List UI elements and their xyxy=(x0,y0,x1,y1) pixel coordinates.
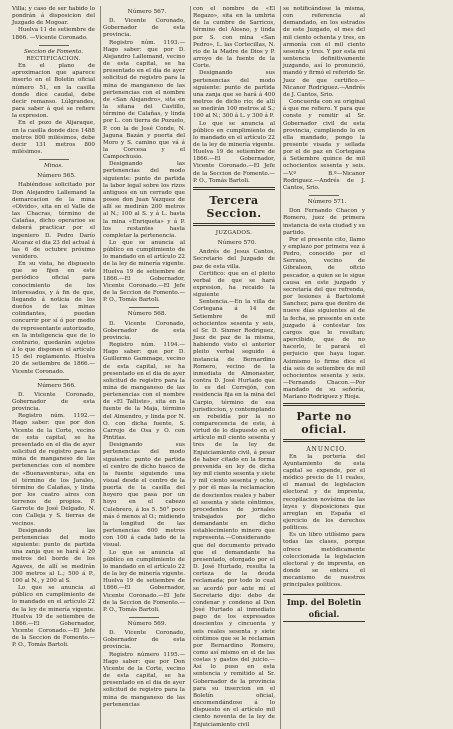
paragraph: Sentencia.—En la villa de Cortegana á 14 de Setiembre de mil ochocientos sesenta y seis, el Sr. D. Sixmer Rodriguez, Juez de paz de la misma, habiendo visto el anterior pleito verbal seguido á instancia de Bernardino Romero, vecino de la inmediata de Almonaster, contra D. José Hurtado que lo es del Cerrejón, con residencia fija en la mina del Carpio, término de esa jurisdiccion, y contemplando en rebeldía por la no comparecencia de este, á virtud de lo dispuesto en el artículo mil ciento sesenta y tres de la ley de Enjuiciamiento civil, á pesar de haber citado en la forma prevenida en ley de dicha ley mil ciento sesenta y siete y mil ciento sesenta y ocho, y por él mas la reclamacion de doscientos reales y haber el sesenta y siete céntimos, procedentes de jornales trabajados por dicho demandante en dicho establecimiento minero que representa.—Considerando que del documento privado que el demandante ha presentado, otorgado por el D. José Hurtado, resulta la certeza de la deuda reclamada; por todo lo cual se acordó por ante mí el Secretario dijo: debo de condenar y condeno al Don José Hurtado al inmediato pago de los expresados doscientos y cincuenta y seis reales sesenta y siete céntimos que se le reclaman por Bernardino Romero, como así mismo en el de las costas y gastos del juicio.—Así lo puso en esta sentencia y remitido al Sr. Gobernador de la provincia para su insercion en el Boletín oficial, encomendándose á lo dispuesto en el artículo mil ciento noventa de la ley de Enjuiciamiento civil xyxy=(193,299,275,728)
paragraph: Registro número 1195.—Hago saber: que por Don Vicente de la Corte, vecino de esta capital, se ha presentado en el dia de ayer solicitud de registro para la mina de manganeso de las pertenencias xyxy=(103,651,185,708)
paragraph: Es un libro utilísimo para todas las clases, porque ofrece metódicamente coleccionada la legislacion electoral y de imprenta, en donde se entera el mecanismo de nuestros principales políticos. xyxy=(283,532,365,589)
column-1 xyxy=(10,6,97,729)
subsection-title: RECTIFICACION. xyxy=(26,55,81,62)
divider xyxy=(39,379,69,380)
column-3 xyxy=(190,6,277,729)
divider xyxy=(39,45,69,46)
paragraph: Huelva 11 de setiembre de 1866. —Vicente Coronado. xyxy=(12,27,95,41)
paragraph: En el plano de aproximacion que aparece inserto en el Boletin oficial número 51, en la casilla donde dice caudal, debe decir remanso. Lúlgrandes, para saber á qué se refiere la expresion. xyxy=(12,63,95,120)
section-heading: Tercera Seccion. xyxy=(206,193,262,220)
paragraph: Lo que se anuncia al público en cumplimiento de lo mandado en el artículo 22 de la ley de minería vigente. Huelva 19 de setiembre de 1866.—El Gobernador, Vicente Coronado.—El Jefe de la Seccion de Fomento.—P. O., Tomás Bartoli. xyxy=(103,240,185,304)
paragraph: Concuerda con su original á que me refiero. Y para que conste y remitir al Sr. Gobernador civil de esta provincia, cumpliendo lo en ella mandado, pongo la presente visada y sellada por el de paz en Cortegana á Setiembre quince de mil ochocientos sesenta y seis.—V.º B.º—Nicanor Rodriguez.—Andrés de J. Cantos, Srio. xyxy=(283,99,365,191)
column-4 xyxy=(280,6,367,729)
section-title: Minas. xyxy=(43,163,64,170)
notice-number: Número 571. xyxy=(307,199,347,206)
paragraph: D. Vicente Coronado, Gobernador de esta provincia. xyxy=(12,391,95,413)
paragraph: Registro núm. 1194.—Hago saber: que por D. Guillermo Gammage, vecino de esta capital, se ha presentado en el dia de ayer solicitud de registro para la mina de manganeso de las pertenencias con el nombre de «El Talliste», sita en la fuente de la Maja, término del Almendro, y linda por N. O. con dicha fuente, S. Carrojo de Osa y O. con Pintitas. xyxy=(103,342,185,442)
notice-number: Número 567. xyxy=(127,9,167,15)
notice-number: Número 566. xyxy=(37,382,76,389)
paragraph: Registro núm. 1193.—Hago saber: que por D. Alejandro Lallemand, vecino de esta capital, se ha presentado en el dia de ayer solicitud de registro para la mina de manganeso de las pertenencias con el nombre de «San Alejandro», sita en la sitana del Castillo, término de Calañas, y linda por L. con tierra de Pozuelo, P. con la de José Conde, N. Jaguna Bazán y puerta del Moro y S. camino que vá á la Corcesa y el Campochusio. xyxy=(103,39,185,161)
divider xyxy=(129,307,159,308)
paragraph: con el nombre de «El Regazo», sita en la umbria de la cumbre de Sarricos, término del Alosno, y linda por S. con mina «San Pedro», L. las Cortecillas, N. rio de la Madre de Dios y P. arroyo de la fuente de la Corte. xyxy=(193,6,275,70)
paragraph: Lo que se anuncia al público en cumplimiento de lo mandado en el artículo 22 de la ley de minería vigente. Huelva 19 de setiembre de 1866.—El Gobernador, Vicente Coronado.—El Jefe de la Seccion de Fomento.—P. O., Tomás Bartoli. xyxy=(193,120,275,184)
notice-number: Número 568. xyxy=(127,311,167,318)
paragraph: Don Fernando Chacon y Romero, juez de primera instancia de esta ciudad y su partido. xyxy=(283,208,365,236)
column-2 xyxy=(100,6,187,729)
paragraph: D. Vicente Coronado, Gobernador de esta provincia. xyxy=(103,320,185,341)
notice-number: Número 569. xyxy=(127,620,167,627)
subsection-title: JUZGADOS. xyxy=(215,229,253,236)
section-heading-box xyxy=(193,187,275,226)
paragraph: Por el presente cito, llamo y emplazo por primera vez á Pedro, conocido por el Serrano, vecino de Gibraleon, de oficio pescador, a quien se le sigue causa en este juzgado y secretaría del que refrenda, por lesiones á Bartolomé Sanchez; para que dentro de nueve días siguientes al de la fecha, se presente en este juzgado á contestar los cargos que le resultan; apercibido, que de no hacerlo, le parará el perjuicio que haya lugar. Asimismo lo firme dice el día seis de setiembre de mil ochocientos sesenta y seis.—Fernando Chacon.—Por mandado de su señoría, Mariano Rodriguez y Rioja. xyxy=(283,236,365,401)
paragraph: Habiéndose solicitado por Don Alejandro Lallemand la demarcacion de la mina «Olvido», sita en el Valle de las Chacras, término de Calañas, dicho operarioe se deberá practicar por el ingeniero D. Pedro Darío Alcaraz el dia 23 del actual á las 6 de octubre próximo venidero. xyxy=(12,182,95,260)
divider xyxy=(129,617,159,618)
paragraph: Designando sus pertenencias del modo siguiente: punto de partida una zanja que se hará á 400 metros de dicho rio; de allí se medirán 100 metros al S.; 100 al N.; 300 á L. y 300 á P. xyxy=(193,70,275,120)
paragraph: En la portería del Ayuntamiento de esta capital se expende, por el módico precio de 11 reales, el manual de legislacion electoral y de imprenta, recopilacion novísima de las leyes y disposiciones que arreglan en España el ejercicio de los derechos políticos. xyxy=(283,453,365,532)
section-heading-box xyxy=(283,403,365,442)
notice-number: Número 570. xyxy=(217,240,257,247)
paragraph: Registro núm. 1192.—Hago saber: que por don Vicente de la Corte, vecino de esta capital, se ha presentado en el dia de ayer solicitud de registro para la mina de manganeso de las pertenencias con el nombre de «Buenaventura», sita en el término de los Jarales, término de Calañas, y linda por los cuatro aires con terrenos de propios. P. Garrote de José Delgado, N. con Calleja y S. tierras de vecinos. xyxy=(12,413,95,527)
notice-number: Número 565. xyxy=(37,173,76,180)
paragraph: Lo que se anuncia al público en cumplimiento de lo mandado en el artículo 22 de la ley de minería vigente. Huelva 19 de setiembre de 1866.—El Gobernador, Vicente Coronado.—El Jefe de la Seccion de Fomento.—P. O., Tomás Bartoli. xyxy=(12,585,95,649)
paragraph: Designando las pertenencias del modo siguiente: punto de partida la labor legal sobre los rizos antiguos en un cerrado que posee don Juan Vazquez de allí se medirán 200 metros al N.; 100 al S. y á L. hasta la mina «Enriqueta» y á P. los restantes hasta completar la pertenencia. xyxy=(103,161,185,239)
paragraph: Certifico: que en el pleito verbal de que se hará expresion, ha recaido la siguiente xyxy=(193,270,275,299)
paragraph: En su vista, he dispuesto que se fijen en este periódico oficial para conocimiento de los interesados, y á fin de que, llegando á noticia de los dueños de las minas colindantes, puedan concurrir por sí ó por medio de representante autorizado, en la inteligencia que de lo contrario, quedarán sujetos á lo que disponen el artículo 15 del reglamento. Huelva 20 de setiembre de 1866.—Vicente Coronado. xyxy=(12,261,95,375)
paragraph: D. Vicente Coronado, Gobernador de esta provincia. xyxy=(103,630,185,651)
paragraph: Designando las pertenencias del modo siguiente: punto de partida una zanja que se hará á 20 metros del borde de los Agaves, de allí se medirán 300 metros al L.; 500 á P., 100 al N., y 200 al S. xyxy=(12,527,95,584)
paragraph: D. Vicente Coronado, Gobernador de esta provincia. xyxy=(103,18,185,39)
paragraph: En el pozo de Aljaraque, en la casilla donde dice 1488 metros 800 milésimos, debe decir 131 metros 800 milésimos. xyxy=(12,120,95,155)
announcement-title: ANUNCIO. xyxy=(306,446,348,454)
section-heading: Parte no oficial. xyxy=(296,410,352,437)
paragraph: Andrés de Jesus Cantos, Secretario del Juzgado de paz de esta villa. xyxy=(193,249,275,270)
paragraph: Designando sus pertenencias del modo siguiente: punto de partida el centro de dicho hueco de la fuente siguiendo una visual desde el centro de la puerta de la casilla del hoyero que pasa por un hoyo en el cabezo Culebrero, á los 5. 50° poco más ó menos al O.; midiendo la longitud de las pertenencias 600 metros con 100 á cada lado de la visual. xyxy=(103,442,185,549)
paragraph: Villa; y caso de ser habido lo pondrán á disposicion del Juzgado de Mogoar. xyxy=(12,6,95,27)
divider xyxy=(309,195,339,196)
divider xyxy=(39,159,69,160)
paragraph: se notificándose la misma, con referencia al demandado, en los estrados de este Juzgado, el mes del mil ciento ochenta y tres, en armonía con el mil ciento sesenta y tres. Y por esta mi sentencia definitivamente juzgando, así lo pronunció, mandó y firmó el referido Sr. Juez de que certifico.—Nicanor Rodriguez.—Andrés de J. Cantos, Srio. xyxy=(283,6,365,98)
printer-imprint: Imp. del Boletin oficial. xyxy=(283,594,365,622)
section-title: Seccion de Fomento. xyxy=(23,48,84,55)
paragraph: Lo que se anuncia al público en cumplimiento de lo mandado en el artículo 22 de la ley de minería vigente. Huelva 19 de setiembre de 1866.—El Gobernador, Vicente Coronado.—El Jefe de la Seccion de Fomento.—P. O., Tomás Bartoli. xyxy=(103,549,185,613)
